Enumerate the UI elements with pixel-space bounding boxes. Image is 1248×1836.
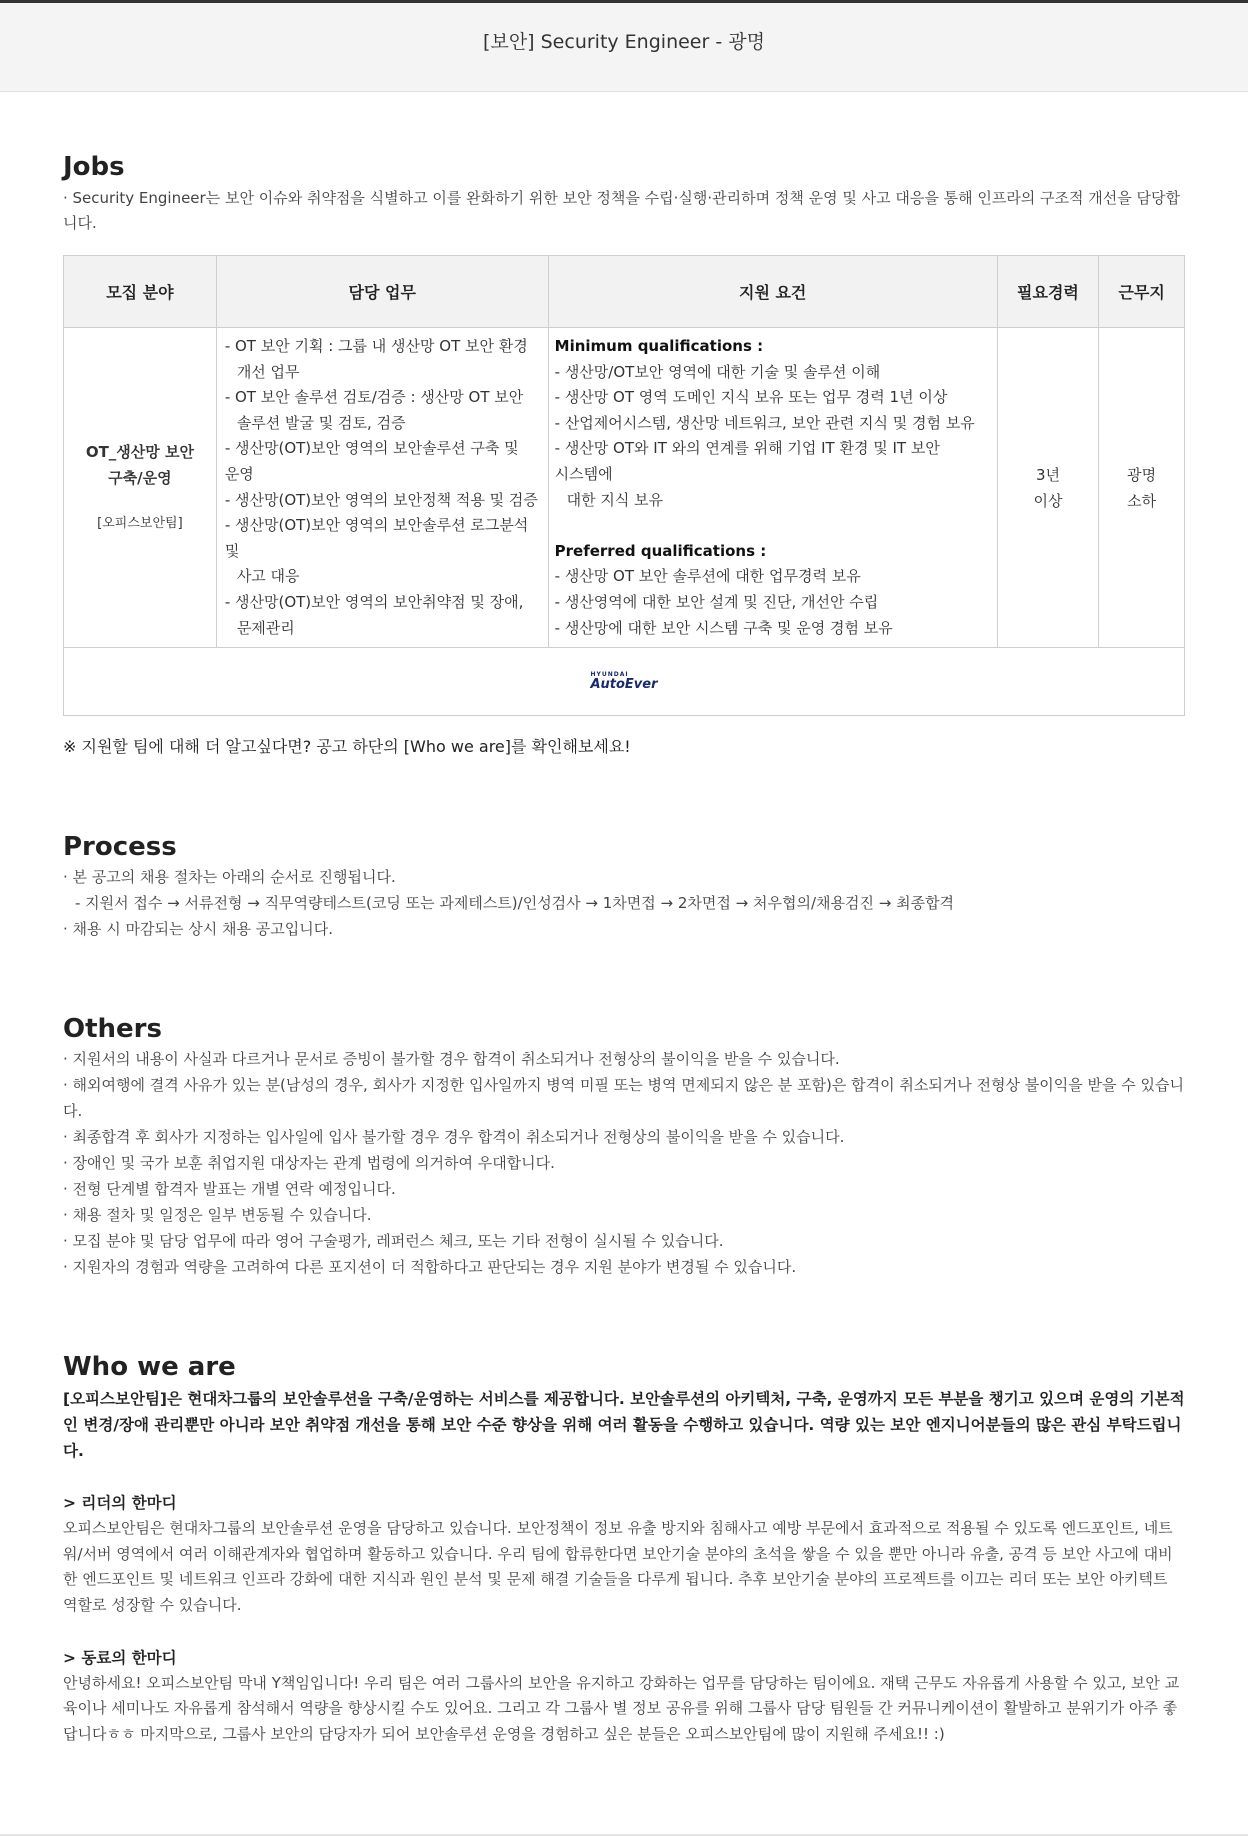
others-line: · 해외여행에 결격 사유가 있는 분(남성의 경우, 회사가 지정한 입사일까지 병역 미필 또는 병역 면제되지 않은 분 포함)은 합격이 취소되거나 전형상 불이익을 받을 수 있습니다. (63, 1076, 1185, 1121)
logo-top-text: HYUNDAI (590, 670, 629, 678)
header-duties: 담당 업무 (216, 256, 548, 328)
duty-line: 및 (224, 541, 240, 560)
requirement-line: 시스템에 (554, 464, 613, 483)
duties-cell (216, 328, 548, 648)
others-line: · 채용 절차 및 일정은 일부 변동될 수 있습니다. (63, 1206, 372, 1225)
requirements-cell (548, 328, 997, 648)
table-row (64, 328, 1185, 648)
process-title: Process (63, 832, 177, 863)
process-line: · 본 공고의 채용 절차는 아래의 순서로 진행됩니다. (63, 868, 396, 887)
duty-line: - 생산망(OT)보안 영역의 보안취약점 및 장애, (224, 592, 524, 611)
others-title: Others (63, 1014, 162, 1045)
duty-line: 솔루션 발굴 및 검토, 검증 (236, 413, 406, 432)
others-line: · 장애인 및 국가 보훈 취업지원 대상자는 관계 법령에 의거하여 우대합니다. (63, 1154, 555, 1173)
requirement-line: - 산업제어시스템, 생산망 네트워크, 보안 관련 지식 및 경험 보유 (554, 413, 975, 432)
hyundai-autoever-logo (590, 672, 657, 691)
location-cell (1099, 328, 1185, 648)
requirement-line: - 생산망 OT 영역 도메인 지식 보유 또는 업무 경력 1년 이상 (554, 388, 948, 407)
section-gap (63, 1280, 1185, 1350)
duty-line: - 생산망(OT)보안 영역의 보안솔루션 구축 및 (224, 439, 519, 458)
peer-heading: > 동료의 한마디 (63, 1648, 177, 1667)
field-team: [오피스보안팀] (97, 515, 183, 531)
preferred-line: - 생산망 OT 보안 솔루션에 대한 업무경력 보유 (554, 567, 861, 586)
field-name-line2: 구축/운영 (108, 468, 172, 487)
who-title: Who we are (63, 1352, 236, 1383)
others-line: · 전형 단계별 합격자 발표는 개별 연락 예정입니다. (63, 1180, 396, 1199)
jobs-table (63, 255, 1185, 716)
process-steps: - 지원서 접수 → 서류전형 → 직무역량테스트(코딩 또는 과제테스트)/인성검사 → 1차면접 → 2차면접 → 처우협의/채용검진 → 최종합격 (75, 894, 955, 913)
header-location: 근무지 (1099, 256, 1185, 328)
location-line2: 소하 (1127, 491, 1157, 510)
process-line: · 채용 시 마감되는 상시 채용 공고입니다. (63, 920, 333, 939)
field-cell (64, 328, 217, 648)
duty-line: 운영 (224, 464, 254, 483)
duty-line: - 생산망(OT)보안 영역의 보안정책 적용 및 검증 (224, 490, 538, 509)
leader-heading: > 리더의 한마디 (63, 1494, 177, 1513)
others-line: · 최종합격 후 회사가 지정하는 입사일에 입사 불가할 경우 경우 합격이 취소되거나 전형상의 불이익을 받을 수 있습니다. (63, 1128, 845, 1147)
leader-text: 오피스보안팀은 현대차그룹의 보안솔루션 운영을 담당하고 있습니다. 보안정책이 정보 유출 방지와 침해사고 예방 부문에서 효과적으로 적용될 수 있도록 엔드포인트, 네트워/서버 영역에서 여러 이해관계자와 협업하며 활동하고 있습니다. 우리 팀에 합류한다면 보안기술 분야의 초석을 쌓을 수 있을 뿐만 아니라 유출, 공격 등 보안 사고에 대비한 엔드포인트 및 네트워크 인프라 강화에 대한 지식과 원인 분석 및 문제 해결 기술들을 다루게 됩니다. 추후 보안기술 분야의 프로젝트를 이끄는 리더 또는 보안 아키텍트 역할로 성장할 수 있습니다. (63, 1519, 1173, 1614)
header-experience: 필요경력 (997, 256, 1098, 328)
header-field: 모집 분야 (64, 256, 217, 328)
posting-title: [보안] Security Engineer - 광명 (483, 31, 765, 53)
duty-line: - OT 보안 솔루션 검토/검증 : 생산망 OT 보안 (224, 388, 524, 407)
peer-text: 안녕하세요! 오피스보안팀 막내 Y책임입니다! 우리 팀은 여러 그룹사의 보안을 유지하고 강화하는 업무를 담당하는 팀이에요. 재택 근무도 자유롭게 사용할 수 있고, 보안 교육이나 세미나도 자유롭게 참석해서 역량을 향상시킬 수도 있어요. 그리고 각 그룹사 별 정보 공유를 위해 그룹사 담당 팀원들 간 커뮤니케이션이 활발하고 분위기가 아주 좋답니다ㅎㅎ 마지막으로, 그룹사 보안의 담당자가 되어 보안솔루션 운영을 경험하고 싶은 분들은 오피스보안팀에 많이 지원해 주세요!! :) (63, 1673, 1180, 1743)
requirement-line: - 생산망/OT보안 영역에 대한 기술 및 솔루션 이해 (554, 362, 881, 381)
jobs-intro: · Security Engineer는 보안 이슈와 취약점을 식별하고 이를 완화하기 위한 보안 정책을 수립·실행·관리하며 정책 운영 및 사고 대응을 통해 인프라의 구조적 개선을 담당합니다. (63, 189, 1181, 232)
logo-main-text: AutoEver (590, 676, 658, 692)
others-line: · 모집 분야 및 담당 업무에 따라 영어 구술평가, 레퍼런스 체크, 또는 기타 전형이 실시될 수 있습니다. (63, 1232, 724, 1251)
section-gap (63, 760, 1185, 830)
requirements-spacer (555, 513, 991, 539)
others-line: · 지원서의 내용이 사실과 다르거나 문서로 증빙이 불가할 경우 합격이 취소되거나 전형상의 불이익을 받을 수 있습니다. (63, 1050, 840, 1069)
team-note: ※ 지원할 팀에 대해 더 알고싶다면? 공고 하단의 [Who we are]를 확인해보세요! (63, 737, 631, 757)
experience-line1: 3년 (1035, 465, 1060, 484)
preferred-qualifications-title: Preferred qualifications : (554, 541, 767, 560)
location-line1: 광명 (1127, 465, 1157, 484)
posting-content (63, 150, 1185, 1747)
experience-line2: 이상 (1033, 491, 1063, 510)
requirement-line: 대한 지식 보유 (566, 490, 664, 509)
min-qualifications-title: Minimum qualifications : (554, 337, 764, 355)
page-header (0, 0, 1248, 92)
preferred-line: - 생산영역에 대한 보안 설계 및 진단, 개선안 수립 (554, 592, 879, 611)
preferred-line: - 생산망에 대한 보안 시스템 구축 및 운영 경험 보유 (554, 618, 893, 637)
table-header-row (64, 256, 1185, 328)
header-requirements: 지원 요건 (548, 256, 997, 328)
duty-line: 개선 업무 (236, 362, 300, 381)
requirement-line: - 생산망 OT와 IT 와의 연계를 위해 기업 IT 환경 및 IT 보안 (554, 439, 940, 458)
duty-line: 사고 대응 (236, 567, 300, 586)
field-name-line1: OT_생산망 보안 (85, 442, 194, 461)
section-gap (63, 942, 1185, 1012)
duty-line: - OT 보안 기획 : 그룹 내 생산망 OT 보안 환경 (224, 337, 528, 355)
who-intro: [오피스보안팀]은 현대차그룹의 보안솔루션을 구축/운영하는 서비스를 제공합니다. 보안솔루션의 아키텍처, 구축, 운영까지 모든 부분을 챙기고 있으며 운영의 기본적인 변경/장애 관리뿐만 아니라 보안 취약점 개선을 통해 보안 수준 향상을 위해 여러 활동을 수행하고 있습니다. 역량 있는 보안 엔지니어분들의 많은 관심 부탁드립니다. (63, 1390, 1185, 1461)
experience-cell (997, 328, 1098, 648)
duty-line: 문제관리 (236, 618, 295, 637)
logo-cell (64, 648, 1185, 716)
logo-row (64, 648, 1185, 716)
duty-line: - 생산망(OT)보안 영역의 보안솔루션 로그분석 (224, 516, 529, 535)
others-line: · 지원자의 경험과 역량을 고려하여 다른 포지션이 더 적합하다고 판단되는 경우 지원 분야가 변경될 수 있습니다. (63, 1258, 797, 1277)
jobs-title: Jobs (63, 152, 125, 182)
